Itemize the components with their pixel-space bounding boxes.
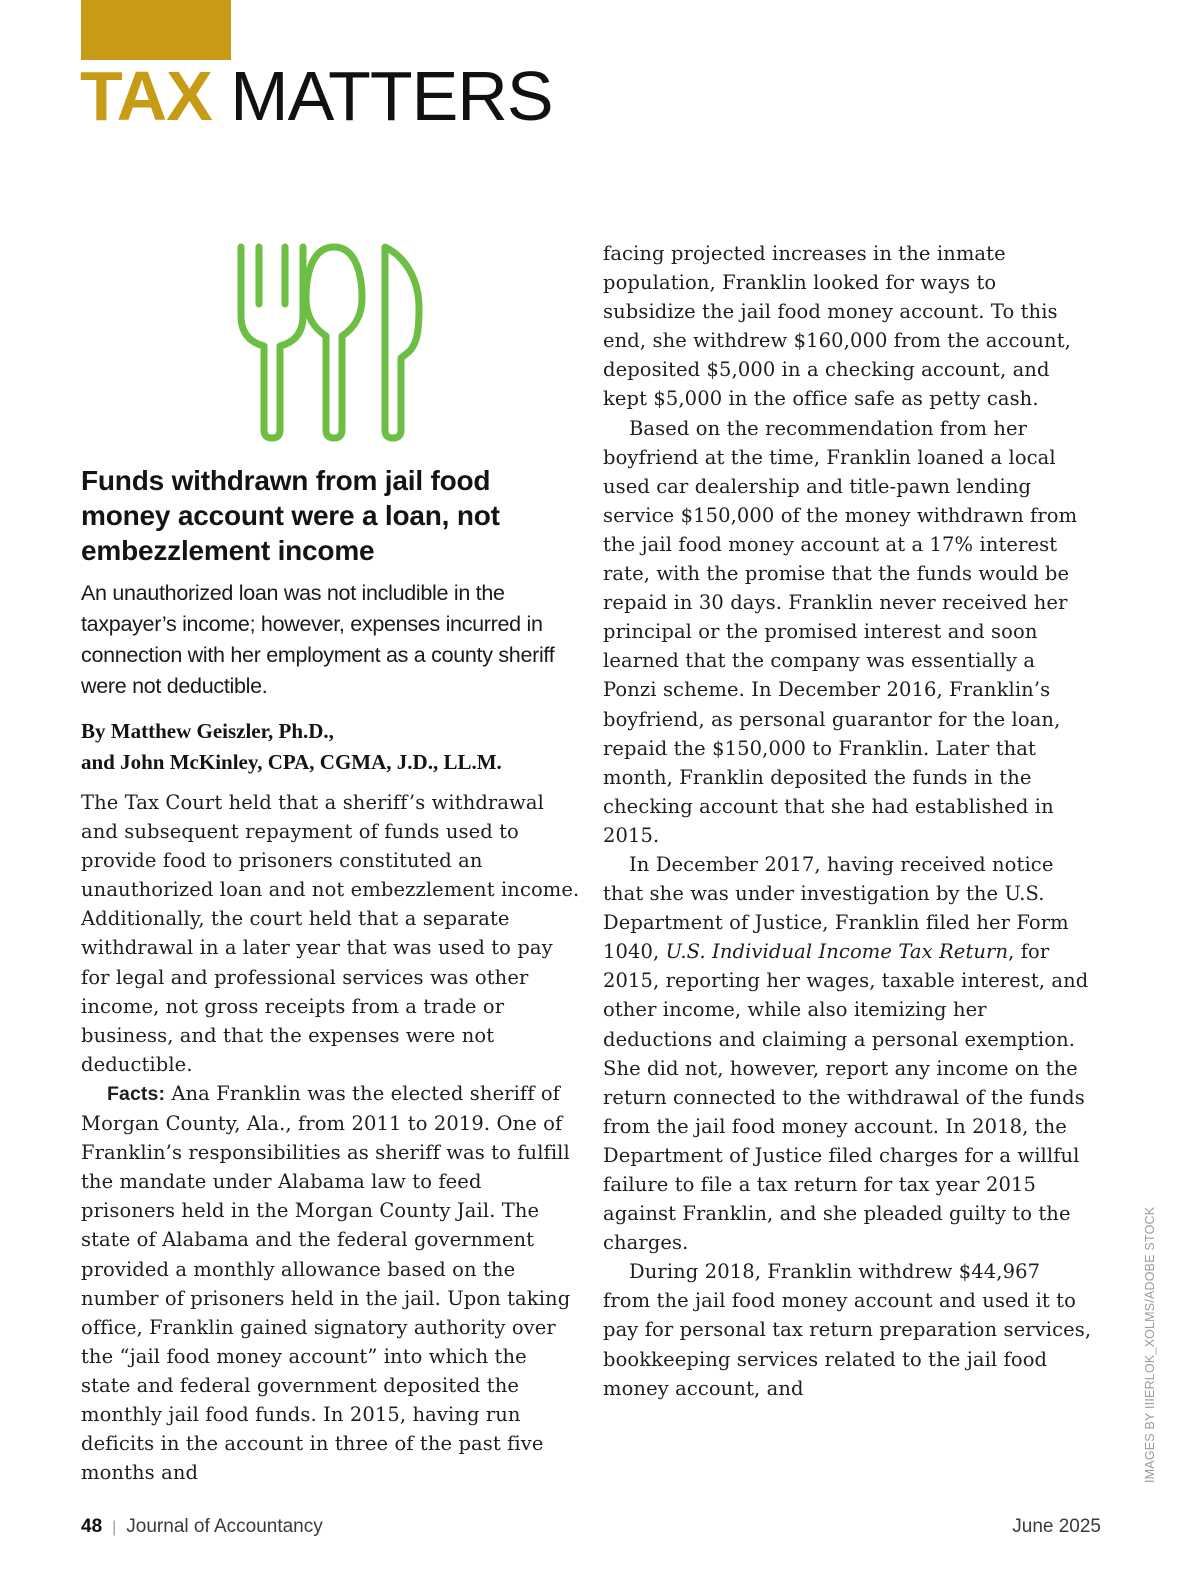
utensils-strokes [241, 247, 419, 438]
body-paragraph-5 [603, 850, 1093, 1257]
article-byline [81, 716, 581, 778]
knife-icon [385, 247, 419, 438]
section-color-bar [81, 0, 231, 60]
fork-icon [241, 247, 303, 438]
body-paragraph-2-text: Ana Franklin was the elected sheriff of Morgan County, Ala., from 2011 to 2019. One of Franklin’s responsibilities as sheriff was to fulfill the mandate under Alabama law to feed prisoners held in the Morgan County Jail. The state of Alabama and the federal government provided a monthly allowance based on the number of prisoners held in the jail. Upon taking office, Franklin gained signatory authority over the “jail food money account” into which the state and federal government deposited the monthly jail food funds. In 2015, having run deficits in the account in three of the past five months and [81, 1081, 571, 1485]
department-title [80, 58, 553, 134]
body-paragraph-2 [81, 1079, 581, 1487]
byline-line-1: By Matthew Geiszler, Ph.D., [81, 719, 334, 743]
byline-line-2: and John McKinley, CPA, CGMA, J.D., LL.M. [81, 750, 502, 774]
article-right-column [603, 239, 1093, 1403]
body-paragraph-5-end: , for 2015, reporting her wages, taxable interest, and other income, while also itemizing her deductions and claiming a personal exemption. She did not, however, report any income on the return connected to the withdrawal of the funds from the jail food money account. In 2018, the Department of Justice filed charges for a willful failure to file a tax return for tax year 2015 against Franklin, and she pleaded guilty to the charges. [603, 940, 1089, 1255]
page-footer [81, 1516, 1101, 1546]
fork-spoon-knife-icon [232, 238, 428, 442]
department-rest: MATTERS [211, 57, 553, 135]
body-paragraph-3: facing projected increases in the inmate population, Franklin looked for ways to subsidize the jail food money account. To this end, she withdrew $160,000 from the account, deposited $5,000 in a checking account, and kept $5,000 in the office safe as petty cash. [603, 242, 1071, 411]
footer-separator: | [112, 1519, 117, 1536]
body-paragraph-4: Based on the recommendation from her boyfriend at the time, Franklin loaned a local used car dealership and title-pawn lending service $150,000 of the money withdrawn from the jail food money account at a 17% interest rate, with the promise that the funds would be repaid in 30 days. Franklin never received her principal or the promised interest and soon learned that the company was essentially a Ponzi scheme. In December 2016, Franklin’s boyfriend, as personal guarantor for the loan, repaid the $150,000 to Franklin. Later that month, Franklin deposited the funds in the checking account that she had established in 2015. [603, 416, 1078, 847]
spoon-icon [306, 247, 362, 438]
article-headline: Funds withdrawn from jail food money account were a loan, not embezzlement income [81, 465, 500, 566]
issue-date: June 2025 [1012, 1516, 1101, 1537]
article-left-column [81, 463, 581, 1487]
article-deck: An unauthorized loan was not includible in the taxpayer’s income; however, expenses incurred in connection with her employment as a county sheriff were not deductible. [81, 581, 555, 698]
image-credit: IMAGES BY IIIERLOK_XOLMS/ADOBE STOCK [1143, 1206, 1157, 1483]
department-keyword: TAX [80, 57, 212, 135]
body-paragraph-5-start: In December 2017, having received notice that she was under investigation by the U.S. Department of Justice, Franklin filed her Form 1040, [603, 852, 1069, 964]
publication-name: Journal of Accountancy [126, 1516, 323, 1537]
body-paragraph-1: The Tax Court held that a sheriff’s withdrawal and subsequent repayment of funds used to provide food to prisoners constituted an unauthorized loan and not embezzlement income. Additionally, the court held that a separate withdrawal in a later year that was used to pay for legal and professional services was other income, not gross receipts from a trade or business, and that the expenses were not deductible. [81, 791, 580, 1076]
facts-runin-label: Facts: [107, 1082, 166, 1105]
page-number: 48 [81, 1516, 103, 1537]
form-title: U.S. Individual Income Tax Return [665, 940, 1009, 964]
body-paragraph-6: During 2018, Franklin withdrew $44,967 from the jail food money account and used it to pay for personal tax return preparation services, bookkeeping services related to the jail food money account, and [603, 1260, 1092, 1400]
